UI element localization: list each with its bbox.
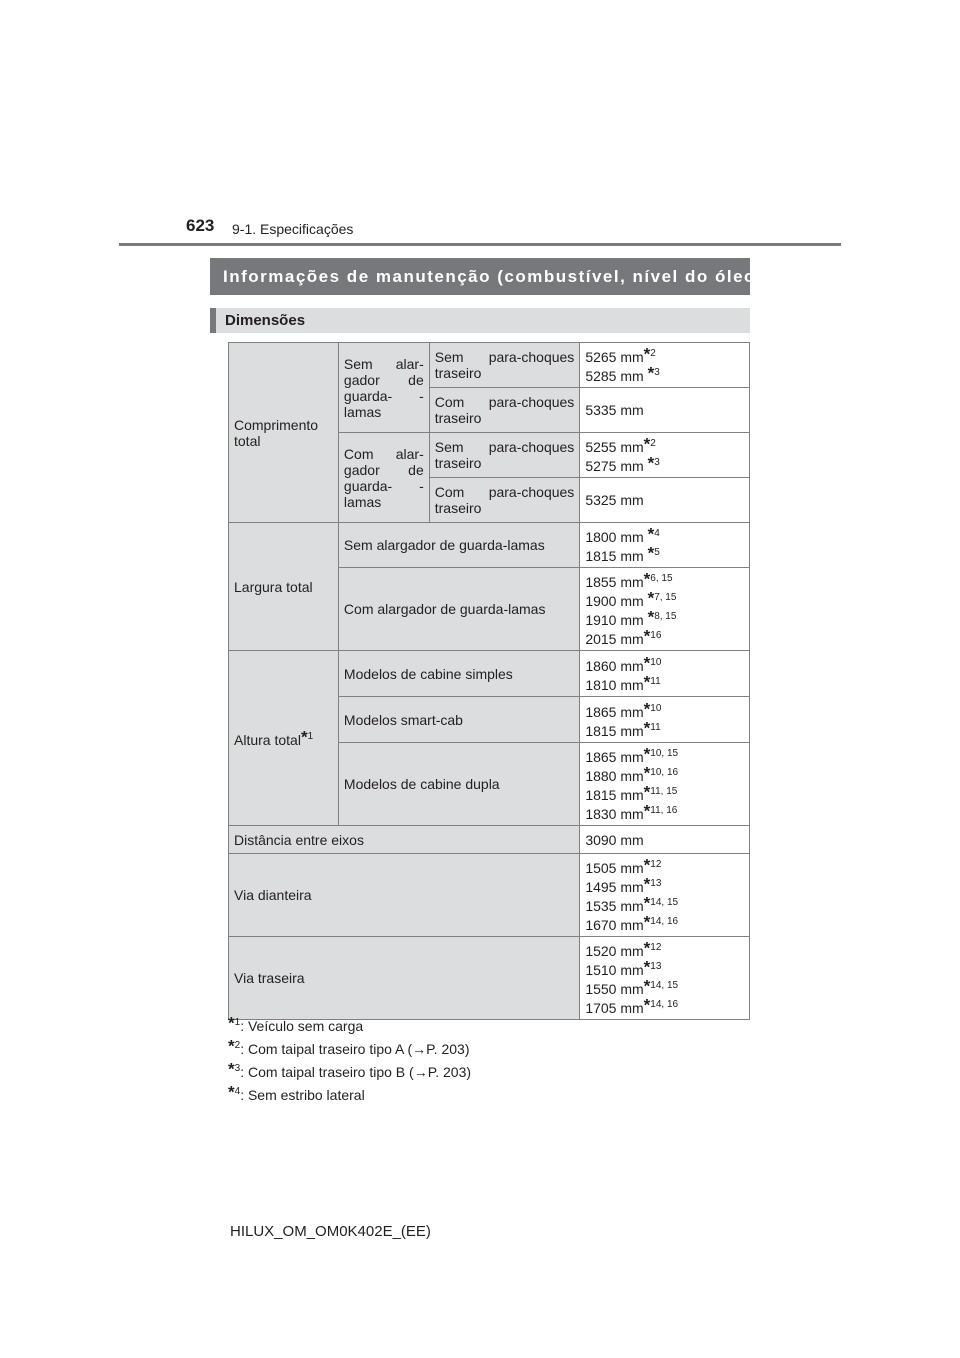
footnote-marker: * — [647, 607, 655, 627]
value-cell — [580, 523, 750, 568]
footnote-marker: * — [643, 995, 651, 1015]
value-text: 5265 mm — [585, 349, 644, 365]
footnote-number: 2 — [234, 1040, 241, 1051]
value-cell — [580, 568, 750, 651]
value-line — [585, 698, 744, 720]
row-label-width-without-fender: Sem alargador de guarda-lamas — [338, 523, 579, 568]
value-text: 1865 mm — [585, 749, 644, 765]
footnote-item — [228, 1082, 471, 1105]
footnote-marker: * — [643, 698, 651, 718]
footnote-text: : Veículo sem carga — [240, 1018, 364, 1034]
value-line — [585, 940, 744, 959]
value-text: 1860 mm — [585, 657, 644, 674]
footnote-marker: * — [643, 652, 651, 672]
footnote-ref: 2 — [650, 348, 656, 359]
row-label-smart-cab: Modelos smart-cab — [338, 697, 579, 743]
footnote-number: 4 — [234, 1086, 241, 1097]
footnote-marker: * — [228, 1013, 235, 1033]
footnote-text: : Sem estribo lateral — [240, 1087, 365, 1103]
value-text: 1880 mm — [585, 768, 644, 784]
value-text: 1855 mm — [585, 574, 644, 590]
row-label-length-with-fender: Com alar- gador de guarda- -lamas — [338, 433, 429, 523]
footnote-ref: 11, 16 — [650, 805, 678, 816]
value-line — [585, 671, 744, 693]
value-line — [585, 857, 744, 876]
row-label-with-rear-bumper: Com para-choques traseiro — [429, 478, 580, 523]
footnote-marker: * — [647, 588, 655, 608]
footnote-marker: * — [643, 671, 651, 691]
value-text: 1520 mm — [585, 943, 644, 959]
value-text: 5255 mm — [585, 439, 644, 455]
value-line — [585, 526, 744, 545]
footnote-number: 1 — [234, 1017, 241, 1028]
row-label-without-rear-bumper: Sem para-choques traseiro — [429, 343, 580, 388]
footnote-marker: * — [228, 1036, 235, 1056]
footnote-marker: * — [643, 874, 651, 894]
row-label-height — [229, 651, 339, 826]
value-cell — [580, 343, 750, 388]
value-cell: 5325 mm — [580, 478, 750, 523]
footnote-ref: 13 — [650, 961, 662, 972]
value-line — [585, 914, 744, 933]
value-line — [585, 717, 744, 739]
value-text: 1535 mm — [585, 898, 644, 914]
value-line — [585, 590, 744, 609]
footnote-ref: 4 — [654, 528, 660, 539]
value-line — [585, 959, 744, 978]
footnote-item — [228, 1013, 471, 1036]
subheading-dimensions: Dimensões — [210, 308, 750, 333]
value-line — [585, 803, 744, 822]
value-text: 1900 mm — [585, 593, 648, 609]
value-line — [585, 571, 744, 590]
footnote-ref: 14, 15 — [650, 897, 679, 908]
footnote-marker: * — [643, 626, 651, 646]
footnote-marker: * — [647, 543, 655, 563]
value-line — [585, 997, 744, 1016]
footnote-ref: 11 — [650, 721, 661, 733]
value-line — [585, 895, 744, 914]
value-line — [585, 876, 744, 895]
value-cell — [580, 651, 750, 697]
footnote-ref: 12 — [650, 942, 662, 953]
value-line — [585, 346, 744, 365]
value-line — [585, 784, 744, 803]
footnote-ref: 12 — [650, 859, 662, 870]
value-line — [585, 978, 744, 997]
footnote-marker: * — [643, 782, 651, 802]
footnote-ref: 10 — [650, 656, 662, 668]
value-text: 2015 mm — [585, 631, 644, 647]
value-text: 1815 mm — [585, 722, 644, 739]
row-label-width-with-fender: Com alargador de guarda-lamas — [338, 568, 579, 651]
value-line — [585, 765, 744, 784]
value-text: 1815 mm — [585, 787, 644, 803]
value-text: 1550 mm — [585, 981, 644, 997]
value-text: 5275 mm — [585, 458, 648, 474]
footnote-marker: * — [643, 976, 651, 996]
row-label-wheelbase: Distância entre eixos — [229, 826, 580, 854]
value-line — [585, 436, 744, 455]
footnote-ref: 7, 15 — [654, 592, 677, 603]
footnote-marker: * — [228, 1059, 235, 1079]
value-cell — [580, 433, 750, 478]
footnote-ref: 1 — [307, 730, 314, 742]
footnote-number: 3 — [234, 1063, 241, 1074]
value-line — [585, 746, 744, 765]
footnote-marker: * — [643, 801, 651, 821]
dimensions-table — [228, 342, 750, 1020]
footnote-item — [228, 1036, 471, 1059]
footnote-ref: 11 — [650, 675, 661, 687]
footnote-marker: * — [643, 957, 651, 977]
section-title: 9-1. Especificações — [232, 221, 354, 237]
value-cell — [580, 743, 750, 826]
row-label-single-cab: Modelos de cabine simples — [338, 651, 579, 697]
footnote-ref: 14, 16 — [650, 999, 679, 1010]
footnote-marker: * — [300, 726, 308, 746]
value-text: 1505 mm — [585, 860, 644, 876]
row-label-height-text: Altura total — [234, 731, 301, 748]
value-text: 1705 mm — [585, 1000, 644, 1016]
value-line — [585, 365, 744, 384]
value-text: 1495 mm — [585, 879, 644, 895]
footnote-ref: 10 — [650, 702, 662, 714]
footnote-text: : Com taipal traseiro tipo A (→P. 203) — [240, 1041, 470, 1057]
footnote-ref: 2 — [650, 438, 656, 449]
footnotes — [228, 1013, 471, 1105]
document-code: HILUX_OM_OM0K402E_(EE) — [230, 1223, 431, 1240]
footnote-ref: 16 — [650, 630, 662, 641]
footnote-ref: 14, 15 — [650, 980, 679, 991]
value-cell: 5335 mm — [580, 388, 750, 433]
value-text: 1670 mm — [585, 917, 644, 933]
value-line — [585, 545, 744, 564]
footnote-marker: * — [228, 1082, 235, 1102]
page-number: 623 — [186, 216, 215, 235]
row-label-width: Largura total — [229, 523, 339, 651]
footnote-ref: 11, 15 — [650, 786, 678, 797]
value-cell — [580, 697, 750, 743]
table-row — [229, 854, 750, 937]
footnote-ref: 10, 16 — [650, 767, 679, 778]
value-line — [585, 628, 744, 647]
footnote-ref: 8, 15 — [654, 611, 677, 622]
value-text: 1830 mm — [585, 806, 644, 822]
value-line — [585, 652, 744, 674]
table-row — [229, 826, 750, 854]
footnote-item — [228, 1059, 471, 1082]
footnote-marker: * — [643, 744, 651, 764]
footnote-ref: 10, 15 — [650, 748, 679, 759]
footnote-marker: * — [643, 855, 651, 875]
row-label-double-cab: Modelos de cabine dupla — [338, 743, 579, 826]
footnote-ref: 14, 16 — [650, 916, 679, 927]
footnote-marker: * — [643, 763, 651, 783]
footnote-marker: * — [643, 569, 651, 589]
table-row — [229, 343, 750, 388]
row-label-with-rear-bumper: Com para-choques traseiro — [429, 388, 580, 433]
value-cell: 3090 mm — [580, 826, 750, 854]
footnote-ref: 3 — [654, 367, 660, 378]
value-text: 1815 mm — [585, 548, 648, 564]
footnote-ref: 5 — [654, 547, 660, 558]
value-line — [585, 455, 744, 474]
footnote-ref: 13 — [650, 878, 662, 889]
footnote-marker: * — [643, 344, 651, 364]
footnote-marker: * — [647, 524, 655, 544]
footnote-ref: 3 — [654, 457, 660, 468]
value-text: 1810 mm — [585, 676, 644, 693]
header-divider — [119, 243, 841, 246]
footnote-ref: 6, 15 — [650, 573, 673, 584]
value-cell — [580, 937, 750, 1020]
table-row — [229, 651, 750, 697]
footnote-marker: * — [647, 453, 655, 473]
section-banner: Informações de manutenção (combustível, nível do óleo, etc.) — [210, 258, 750, 295]
value-line — [585, 609, 744, 628]
table-row — [229, 523, 750, 568]
row-label-length: Comprimento total — [229, 343, 339, 523]
footnote-marker: * — [643, 434, 651, 454]
row-label-length-without-fender: Sem alar- gador de guarda- -lamas — [338, 343, 429, 433]
footnote-marker: * — [647, 363, 655, 383]
row-label-front-track: Via dianteira — [229, 854, 580, 937]
footnote-marker: * — [643, 938, 651, 958]
row-label-rear-track: Via traseira — [229, 937, 580, 1020]
value-text: 1865 mm — [585, 703, 644, 720]
value-cell — [580, 854, 750, 937]
value-text: 1510 mm — [585, 962, 644, 978]
footnote-marker: * — [643, 912, 651, 932]
value-text: 1800 mm — [585, 529, 648, 545]
value-text: 1910 mm — [585, 612, 648, 628]
footnote-marker: * — [643, 717, 651, 737]
row-label-without-rear-bumper: Sem para-choques traseiro — [429, 433, 580, 478]
footnote-marker: * — [643, 893, 651, 913]
footnote-text: : Com taipal traseiro tipo B (→P. 203) — [240, 1064, 472, 1080]
table-row — [229, 937, 750, 1020]
value-text: 5285 mm — [585, 368, 648, 384]
